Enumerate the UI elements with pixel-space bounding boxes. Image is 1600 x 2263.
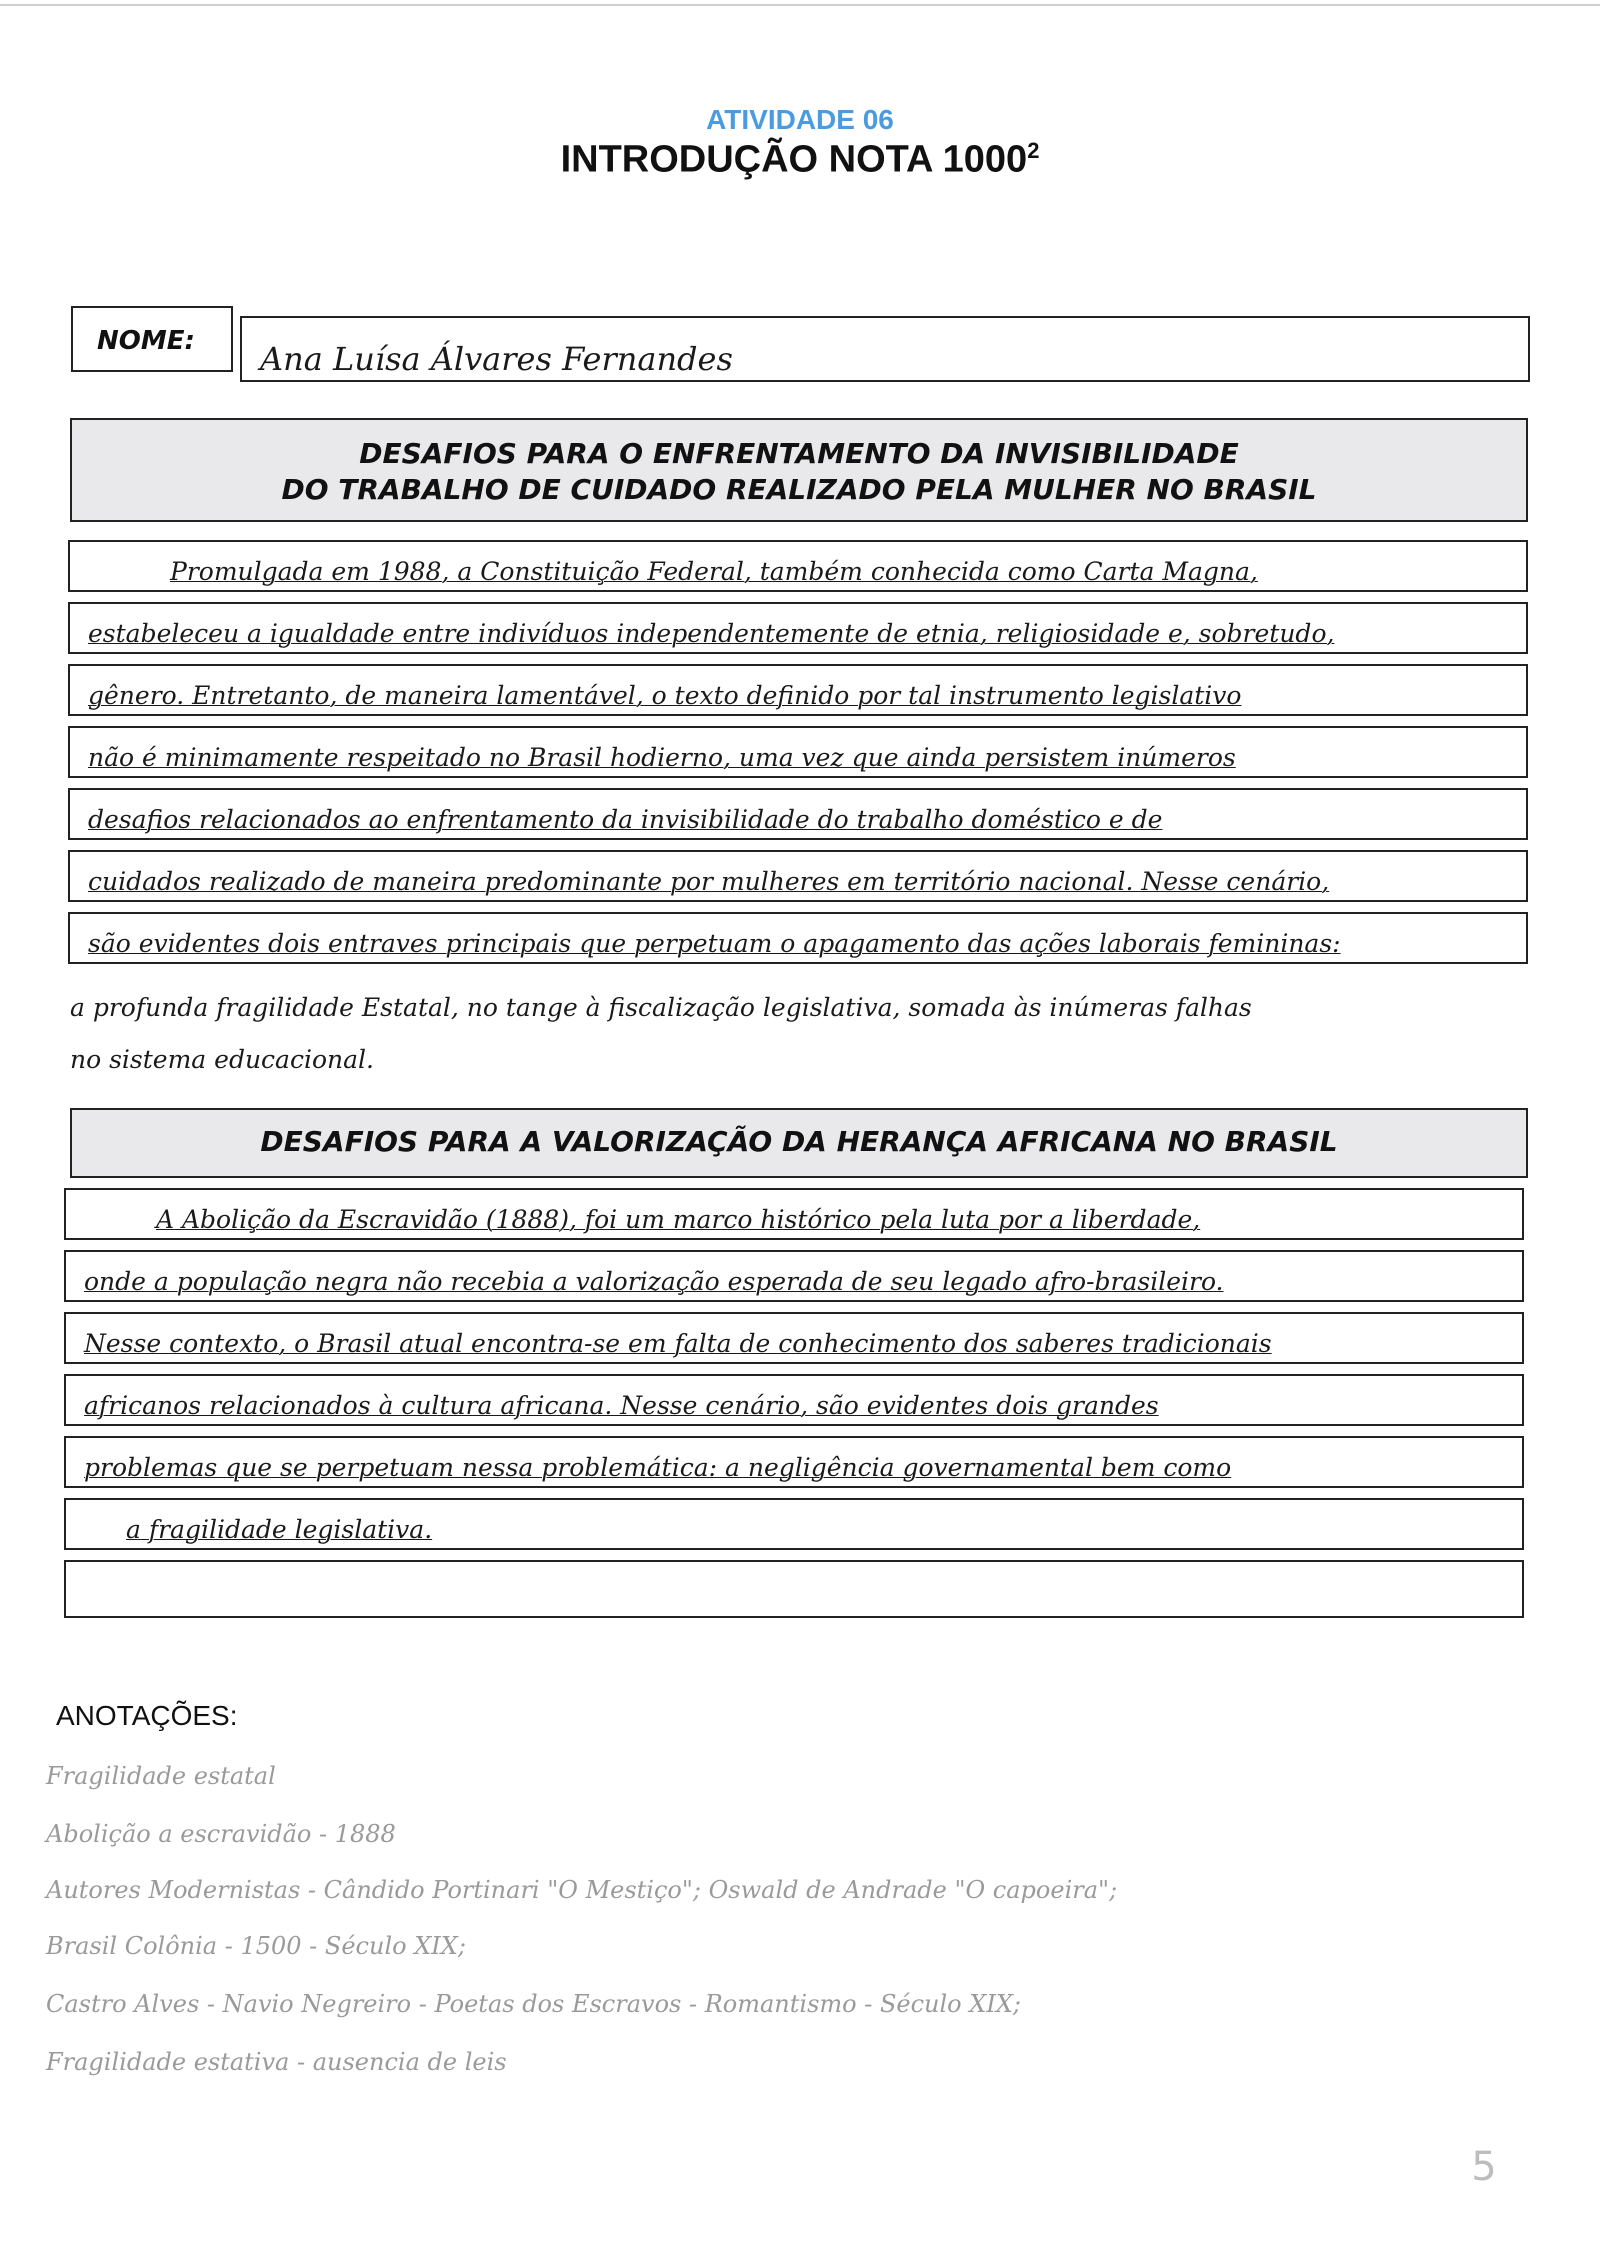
page-header bbox=[0, 104, 1600, 182]
writing-line[interactable] bbox=[68, 540, 1528, 592]
writing-line[interactable] bbox=[68, 974, 1528, 1026]
note-item: Brasil Colônia - 1500 - Século XIX; bbox=[46, 1932, 466, 1960]
notes-title: ANOTAÇÕES: bbox=[56, 1700, 238, 1731]
handwritten-text: desafios relacionados ao enfrentamento da invisibilidade do trabalho doméstico e de bbox=[88, 805, 1163, 834]
writing-line[interactable] bbox=[68, 602, 1528, 654]
name-value: Ana Luísa Álvares Fernandes bbox=[260, 340, 733, 378]
handwritten-text: Promulgada em 1988, a Constituição Federal, também conhecida como Carta Magna, bbox=[170, 557, 1258, 586]
section1-title-box bbox=[70, 418, 1528, 522]
page-title-superscript: 2 bbox=[1027, 138, 1040, 163]
writing-line[interactable] bbox=[64, 1188, 1524, 1240]
top-rule bbox=[0, 4, 1600, 6]
handwritten-text: no sistema educacional. bbox=[70, 1045, 374, 1074]
handwritten-text: estabeleceu a igualdade entre indivíduos independentemente de etnia, religiosidade e, sobretudo, bbox=[88, 619, 1335, 648]
handwritten-text: Nesse contexto, o Brasil atual encontra-se em falta de conhecimento dos saberes tradicionais bbox=[84, 1329, 1272, 1358]
writing-line[interactable] bbox=[68, 912, 1528, 964]
handwritten-text: a profunda fragilidade Estatal, no tange à fiscalização legislativa, somada às inúmeras falhas bbox=[70, 993, 1252, 1022]
note-item: Fragilidade estatal bbox=[46, 1762, 276, 1790]
handwritten-text: não é minimamente respeitado no Brasil hodierno, uma vez que ainda persistem inúmeros bbox=[88, 743, 1236, 772]
note-item: Castro Alves - Navio Negreiro - Poetas dos Escravos - Romantismo - Século XIX; bbox=[46, 1990, 1021, 2018]
writing-line[interactable] bbox=[64, 1436, 1524, 1488]
name-label: NOME: bbox=[97, 326, 195, 356]
handwritten-text: africanos relacionados à cultura africana. Nesse cenário, são evidentes dois grandes bbox=[84, 1391, 1159, 1420]
page-title bbox=[0, 138, 1600, 182]
handwritten-text: A Abolição da Escravidão (1888), foi um marco histórico pela luta por a liberdade, bbox=[156, 1205, 1201, 1234]
section1-title-line1: DESAFIOS PARA O ENFRENTAMENTO DA INVISIBILIDADE bbox=[359, 437, 1239, 470]
writing-line[interactable] bbox=[64, 1312, 1524, 1364]
handwritten-text: são evidentes dois entraves principais que perpetuam o apagamento das ações laborais femininas: bbox=[88, 929, 1341, 958]
writing-line[interactable] bbox=[68, 850, 1528, 902]
page-title-text: INTRODUÇÃO NOTA 1000 bbox=[560, 138, 1028, 181]
note-item: Fragilidade estativa - ausencia de leis bbox=[46, 2048, 507, 2076]
writing-line[interactable] bbox=[68, 1026, 1528, 1078]
writing-line[interactable] bbox=[68, 788, 1528, 840]
writing-line[interactable] bbox=[68, 726, 1528, 778]
handwritten-text: problemas que se perpetuam nessa problemática: a negligência governamental bem como bbox=[84, 1453, 1232, 1482]
handwritten-text: cuidados realizado de maneira predominante por mulheres em território nacional. Nesse cenário, bbox=[88, 867, 1330, 896]
name-label-box bbox=[71, 306, 233, 372]
writing-line[interactable] bbox=[64, 1374, 1524, 1426]
page-stamp: 5 bbox=[1471, 2144, 1497, 2190]
handwritten-text: a fragilidade legislativa. bbox=[126, 1515, 433, 1544]
section2-title: DESAFIOS PARA A VALORIZAÇÃO DA HERANÇA AFRICANA NO BRASIL bbox=[260, 1125, 1338, 1158]
writing-line[interactable] bbox=[68, 664, 1528, 716]
note-item: Autores Modernistas - Cândido Portinari "O Mestiço"; Oswald de Andrade "O capoeira"; bbox=[46, 1876, 1118, 1904]
writing-line[interactable] bbox=[64, 1250, 1524, 1302]
section2-title-box bbox=[70, 1108, 1528, 1178]
handwritten-text: gênero. Entretanto, de maneira lamentável, o texto definido por tal instrumento legislativo bbox=[88, 681, 1242, 710]
note-item: Abolição a escravidão - 1888 bbox=[46, 1820, 396, 1848]
activity-label: ATIVIDADE 06 bbox=[706, 104, 894, 135]
writing-line[interactable] bbox=[64, 1560, 1524, 1618]
handwritten-text: onde a população negra não recebia a valorização esperada de seu legado afro-brasileiro. bbox=[84, 1267, 1224, 1296]
section1-title-line2: DO TRABALHO DE CUIDADO REALIZADO PELA MULHER NO BRASIL bbox=[281, 473, 1317, 506]
name-field[interactable] bbox=[240, 316, 1530, 382]
writing-line[interactable] bbox=[64, 1498, 1524, 1550]
